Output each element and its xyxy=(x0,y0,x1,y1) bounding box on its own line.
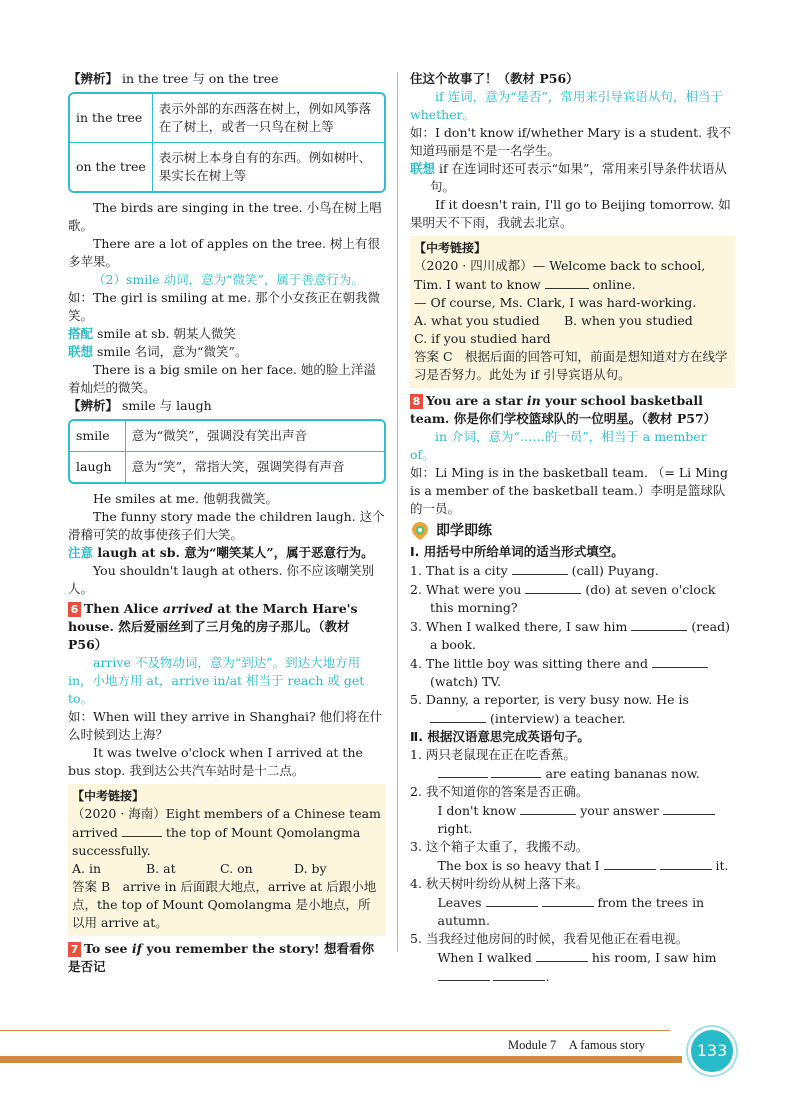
answer-blank[interactable] xyxy=(525,580,581,594)
footer-bar xyxy=(0,1056,682,1063)
option-b[interactable]: B. at xyxy=(146,861,176,876)
option-c[interactable]: C. on xyxy=(220,861,253,876)
example: You shouldn't laugh at others. 你不应该嘲笑别人。 xyxy=(68,563,375,596)
example: 如：Li Ming is in the basketball team. （= Li Ming is a member of the basketball team.）李明是篮球队的一员。 xyxy=(410,465,728,516)
exam-link: 【中考链接】 （2020 · 海南）Eight members of a Chinese team arrived the top of Mount Qomolangma successfully. A. in B. at C. on D. by 答案 B arrive in 后面跟大地点，arrive at 后跟小地点，the top of Mount Qomolangma 是小地点，所以用 arrive at。 xyxy=(68,784,386,936)
answer-blank[interactable] xyxy=(660,856,712,870)
table-key: on the tree xyxy=(70,143,152,192)
answer-blank[interactable] xyxy=(438,967,490,981)
example: The birds are singing in the tree. 小鸟在树上唱歌。 xyxy=(68,200,382,233)
answer-blank[interactable] xyxy=(631,617,687,631)
question-2: 2. What were you (do) at seven o'clock this morning? xyxy=(410,582,716,615)
options xyxy=(72,860,382,878)
example: The funny story made the children laugh. 这个滑稽可笑的故事使孩子们大笑。 xyxy=(68,509,385,542)
answer-blank[interactable] xyxy=(438,764,488,778)
table-key: laugh xyxy=(70,452,125,483)
question-1: 1. That is a city (call) Puyang. xyxy=(410,563,659,578)
example: There is a big smile on her face. 她的脸上洋溢着灿烂的微笑。 xyxy=(68,362,376,395)
column-divider xyxy=(397,72,398,952)
translation-2: 2. 我不知道你的答案是否正确。 xyxy=(410,784,589,799)
question-5: 5. Danny, a reporter, is very busy now. He is (interview) a teacher. xyxy=(410,692,689,726)
example: 如：The girl is smiling at me. 那个小女孩正在朝我微笑。 xyxy=(68,290,381,323)
item-7-heading: 7 To see if you remember the story! 想看看你是否记 xyxy=(68,941,374,974)
options xyxy=(414,312,731,330)
question-3: 3. When I walked there, I saw him (read) a book. xyxy=(410,619,730,652)
comparison-table-tree xyxy=(68,92,386,193)
answer-blank[interactable] xyxy=(493,967,545,981)
left-column xyxy=(68,70,386,976)
collocation: 搭配 smile at sb. 朝某人微笑 xyxy=(68,326,236,341)
item-8-heading: 8 You are a star in your school basketball team. 你是你们学校篮球队的一位明星。（教材 P57） xyxy=(410,393,717,426)
section-1-heading: Ⅰ. 用括号中所给单词的适当形式填空。 xyxy=(410,544,624,559)
association: 联想 if 在连词时还可表示“如果”，常用来引导条件状语从句。 xyxy=(410,161,727,194)
option-d[interactable]: D. by xyxy=(294,861,327,876)
item-6-heading: 6 Then Alice arrived at the March Hare's house. 然后爱丽丝到了三月兔的房子那儿。（教材 P56） xyxy=(68,601,358,652)
comparison-table-smile xyxy=(68,419,386,484)
example: If it doesn't rain, I'll go to Beijing tomorrow. 如果明天不下雨，我就去北京。 xyxy=(410,197,731,230)
section-2-heading: Ⅱ. 根据汉语意思完成英语句子。 xyxy=(410,729,590,744)
option-b[interactable]: B. when you studied xyxy=(564,313,693,328)
bianxi-heading: 【辨析】 smile 与 laugh xyxy=(68,398,212,413)
answer-blank[interactable] xyxy=(491,764,541,778)
page-number-badge: 133 xyxy=(688,1027,736,1075)
translation-3: 3. 这个箱子太重了，我搬不动。 xyxy=(410,839,589,854)
answer-blank[interactable] xyxy=(536,948,588,962)
answer-blank[interactable] xyxy=(663,801,715,815)
example: 如：When will they arrive in Shanghai? 他们将在什么时候到达上海？ xyxy=(68,709,383,742)
answer-blank[interactable] xyxy=(486,893,538,907)
answer: 答案 C 根据后面的回答可知，前面是想知道对方在线学习是否努力。此处为 if 引导宾语从句。 xyxy=(414,349,728,382)
table-value: 表示树上本身自有的东西。例如树叶、果实长在树上等 xyxy=(152,143,384,192)
definition: arrive 不及物动词，意为“到达”。到达大地方用 in，小地方用 at，arrive in/at 相当于 reach 或 get to。 xyxy=(68,655,365,706)
exam-link: 【中考链接】 （2020 · 四川成都）— Welcome back to school, Tim. I want to know online. — Of course, Ms. Clark, I was hard-working. A. what you studied B. when you studied C. if you studied hard 答案 C 根据后面的回答可知，前面是想知道对方在线学习是否努力。此处为 if 引导宾语从句。 xyxy=(410,236,735,388)
table-value: 表示外部的东西落在树上，例如风筝落在了树上，或者一只鸟在树上等 xyxy=(158,101,372,134)
table-value: 意为“笑”，常指大笑，强调笑得有声音 xyxy=(125,452,384,483)
translation-4: 4. 秋天树叶纷纷从树上落下来。 xyxy=(410,876,589,891)
option-a[interactable]: A. what you studied xyxy=(414,313,540,328)
location-pin-icon xyxy=(410,521,430,541)
answer-blank[interactable] xyxy=(122,823,162,837)
example: 如：I don't know if/whether Mary is a student. 我不知道玛丽是不是一名学生。 xyxy=(410,125,732,158)
example: It was twelve o'clock when I arrived at the bus stop. 我到达公共汽车站时是十二点。 xyxy=(68,745,363,778)
table-key: smile xyxy=(70,421,125,452)
item-7-continued: 住这个故事了！（教材 P56） xyxy=(410,71,579,86)
answer: 答案 B arrive in 后面跟大地点，arrive at 后跟小地点，the top of Mount Qomolangma 是小地点，所以用 arrive at。 xyxy=(72,879,377,930)
footer-rule xyxy=(0,1030,670,1031)
definition: in 介词，意为“……的一员”，相当于 a member of。 xyxy=(410,429,707,462)
definition: if 连词，意为“是否”，常用来引导宾语从句，相当于 whether。 xyxy=(410,89,723,122)
right-column: 住这个故事了！（教材 P56） if 连词，意为“是否”，常用来引导宾语从句，相当于 whether。 如：I don't know if/whether Mary is a student. 我不知道玛丽是不是一名学生。 联想 if 在连词时还可表示“如果”，常用来引导条件状语从句。 If it doesn't rain, I'll go to Beijing tomorrow. 如果明天不下雨，我就去北京。 【中考链接】 （2020 · 四川成都）— Welcome back to school, Tim. I want to know online. — Of course, Ms. Clark, I was hard-working. A. what you studied B. when you studied C. if you studied hard 答案 C 根据后面的回答可知，前面是想知道对方在线学习是否努力。此处为 if 引导宾语从句。 8 You are a star in your school basketball team. 你是你们学校篮球队的一位明星。（教材 P57） in 介词，意为“……的一员”，相当于 a member of。 如：Li Ming is in the basketball team. （= Li Ming is a member of the basketball team.）李明是篮球队的一员。 即学即练 Ⅰ. 用括号中所给单词的适当形式填空。 1. That is a city (call) Puyang. 2. What were you (do) at seven o'clock this morning? 3. When I walked there, I saw him (read) a book. 4. The little boy was sitting there and (watch) TV. 5. Danny, a reporter, is very busy now. He is (interview) a teacher. Ⅱ. 根据汉语意思完成英语句子。 1. 两只老鼠现在正在吃香蕉。 are eating bananas now. 2. 我不知道你的答案是否正确。 I don't know your answer right. 3. 这个箱子太重了，我搬不动。 The box is so heavy that I it. 4. 秋天树叶纷纷从树上落下来。 Leaves from the trees in autumn. 5. 当我经过他房间的时候，我看见他正在看电视。 When I walked his room, I saw him . xyxy=(410,70,735,986)
table-key: in the tree xyxy=(70,94,152,143)
answer-blank[interactable] xyxy=(652,654,708,668)
footer-module-title: Module 7 A famous story xyxy=(508,1038,646,1052)
answer-blank[interactable] xyxy=(512,561,568,575)
answer-blank[interactable] xyxy=(604,856,656,870)
association: 联想 smile 名词，意为“微笑”。 xyxy=(68,344,248,359)
table-value: 意为“微笑”，强调没有笑出声音 xyxy=(131,428,307,443)
note: 注意 laugh at sb. 意为“嘲笑某人”，属于恶意行为。 xyxy=(68,545,374,560)
practice-title: 即学即练 xyxy=(410,521,735,541)
answer-blank[interactable] xyxy=(542,893,594,907)
example: He smiles at me. 他朝我微笑。 xyxy=(93,491,278,506)
option-c[interactable]: C. if you studied hard xyxy=(414,331,551,346)
translation-5: 5. 当我经过他房间的时候，我看见他正在看电视。 xyxy=(410,931,689,946)
answer-blank[interactable] xyxy=(430,709,486,723)
translation-1: 1. 两只老鼠现在正在吃香蕉。 xyxy=(410,747,576,762)
bianxi-heading: 【辨析】 in the tree 与 on the tree xyxy=(68,71,279,86)
question-4: 4. The little boy was sitting there and (watch) TV. xyxy=(410,654,735,691)
answer-blank[interactable] xyxy=(545,275,589,289)
option-a[interactable]: A. in xyxy=(72,861,102,876)
definition: （2）smile 动词，意为“微笑”，属于善意行为。 xyxy=(93,272,364,287)
example: There are a lot of apples on the tree. 树上有很多苹果。 xyxy=(68,236,380,269)
answer-blank[interactable] xyxy=(520,801,576,815)
